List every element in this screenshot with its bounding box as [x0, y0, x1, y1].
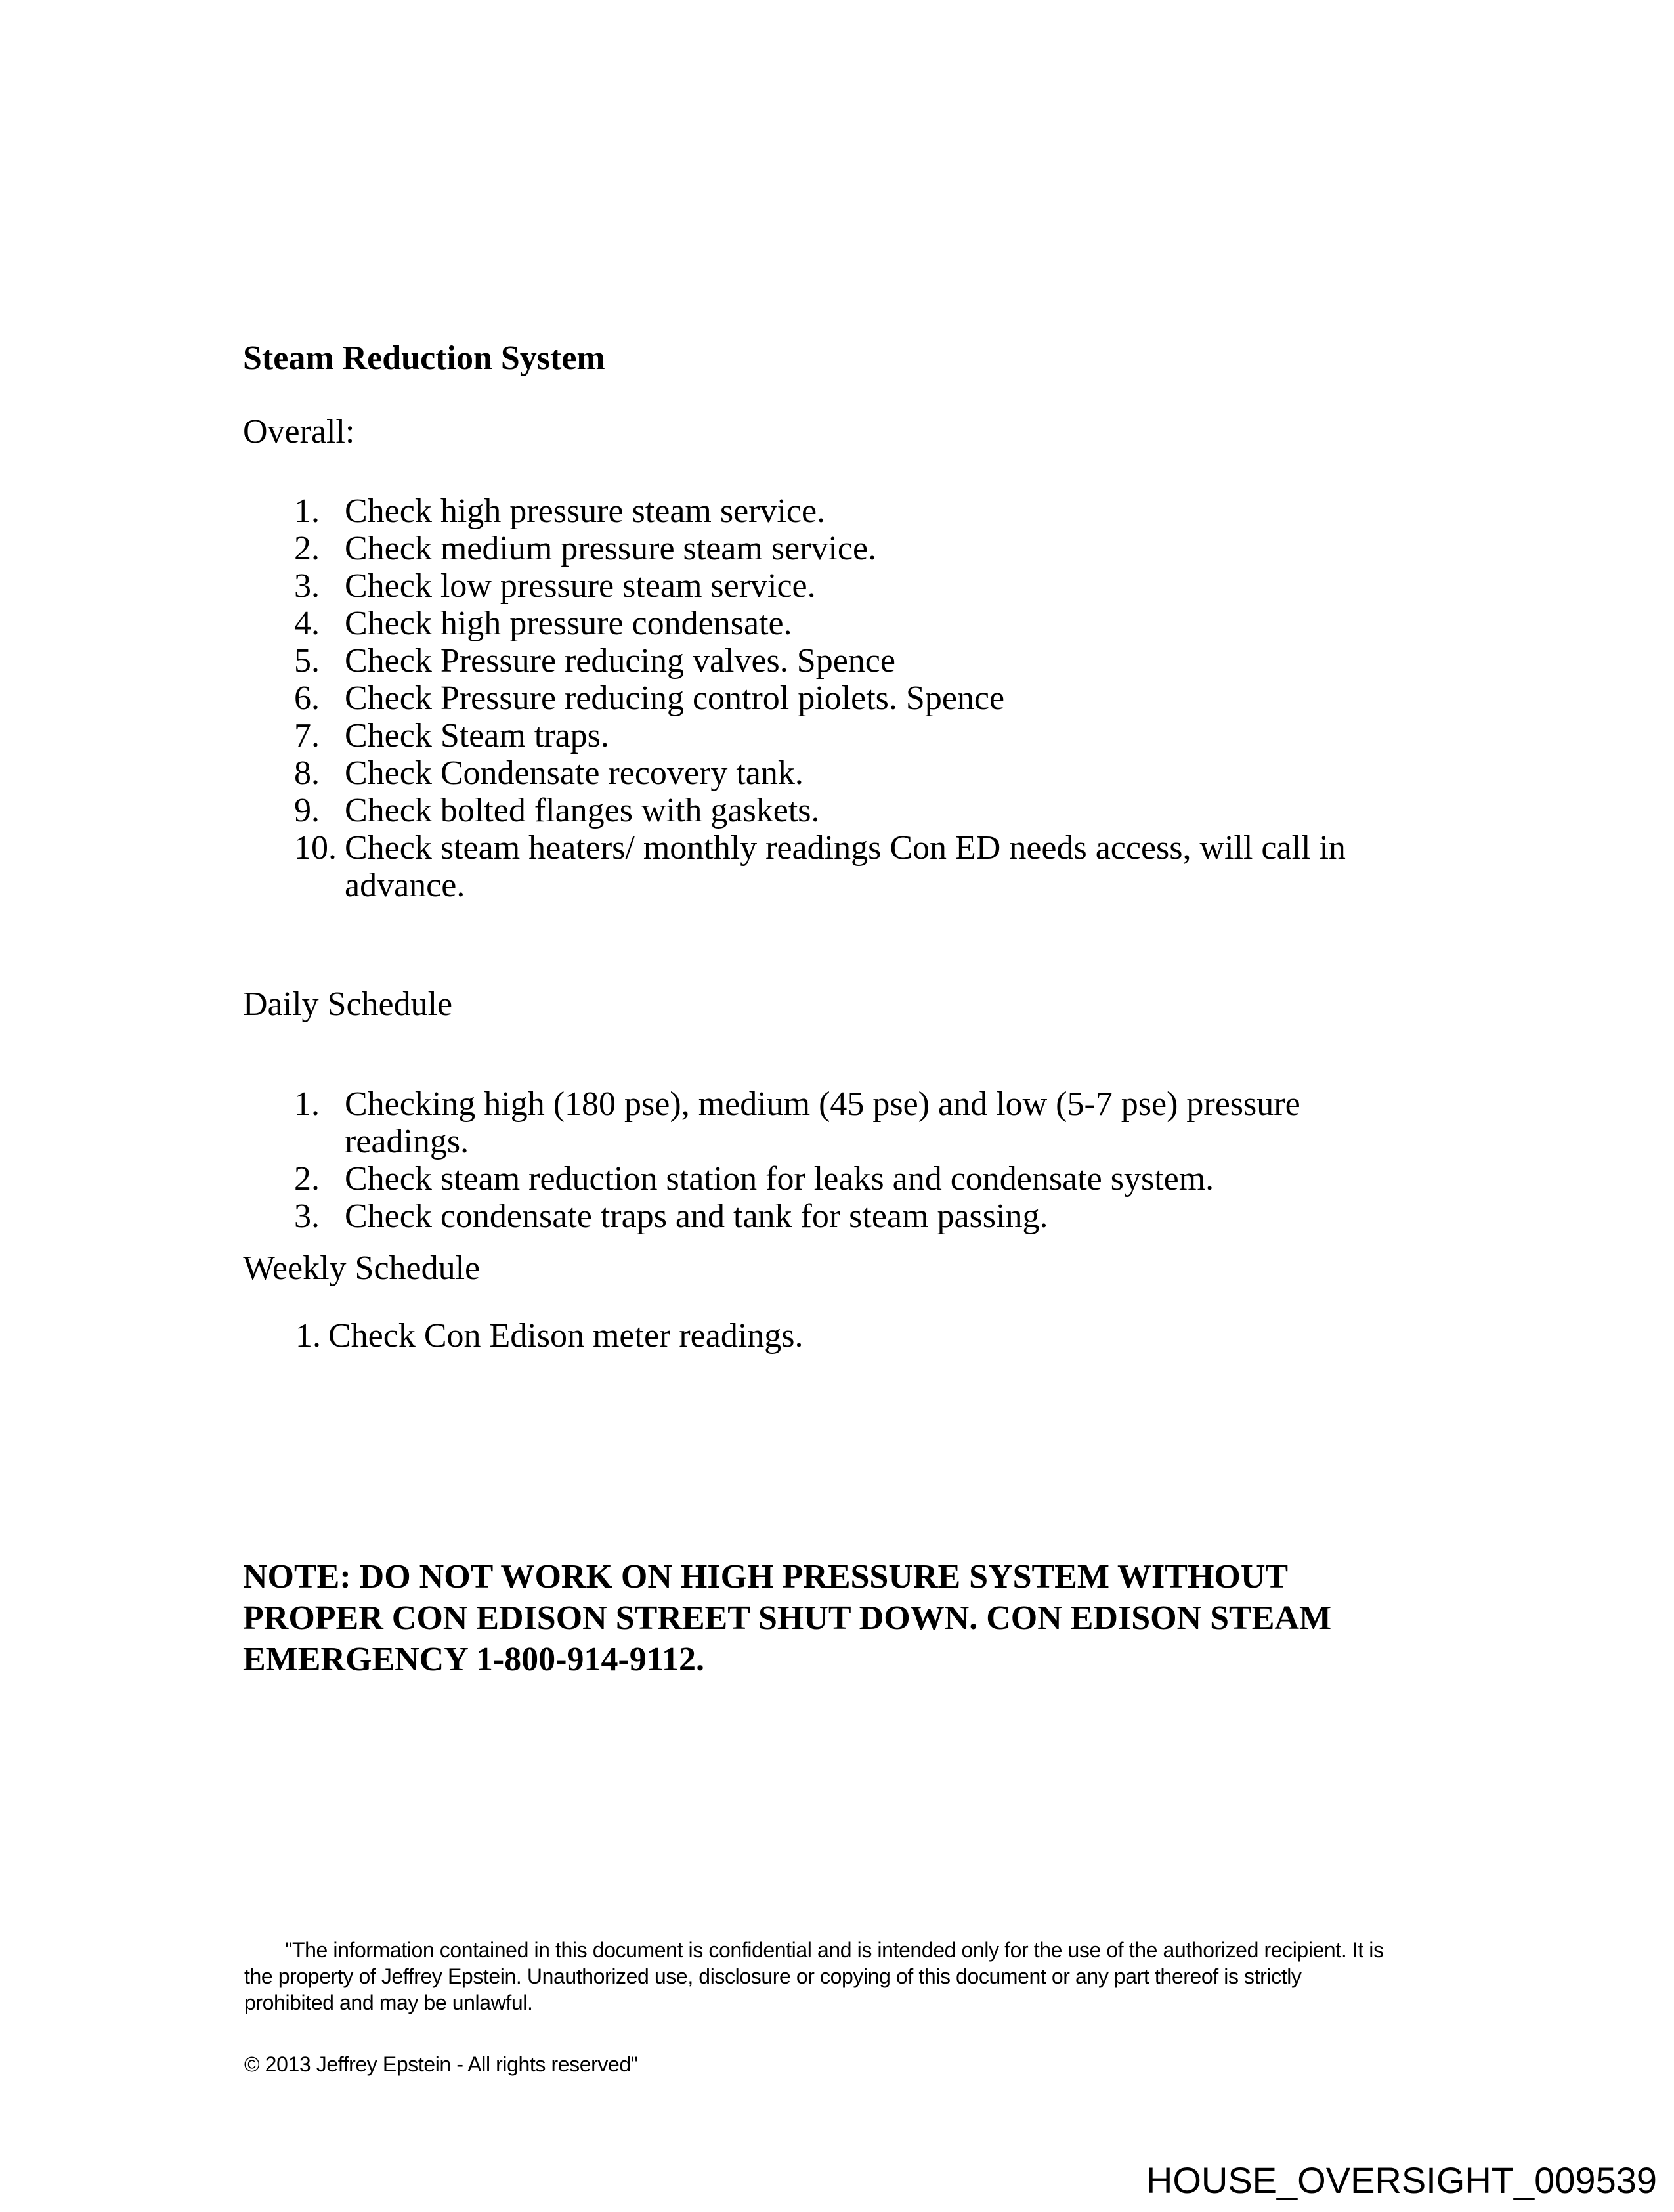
daily-schedule-list	[243, 1085, 1398, 1235]
daily-schedule-label: Daily Schedule	[243, 986, 453, 1023]
list-item: Check Pressure reducing valves. Spence	[345, 642, 895, 680]
confidentiality-notice: "The information contained in this document is confidential and is intended only for the use of the authorized recipient. It is the property of Jeffrey Epstein. Unauthorized use, disclosure or copying of this document or any part thereof is strictly prohibited and may be unlawful.	[244, 1938, 1384, 2014]
list-item: Check Steam traps.	[345, 717, 609, 754]
warning-note: NOTE: DO NOT WORK ON HIGH PRESSURE SYSTEM WITHOUT PROPER CON EDISON STREET SHUT DOWN. CON EDISON STEAM EMERGENCY 1-800-914-9112.	[243, 1558, 1332, 1678]
list-item: Check medium pressure steam service.	[345, 530, 877, 567]
overall-checklist	[243, 492, 1398, 904]
list-item: Check low pressure steam service.	[345, 567, 816, 605]
list-item: Check Pressure reducing control piolets. Spence	[345, 680, 1005, 717]
copyright-line: © 2013 Jeffrey Epstein - All rights reserved"	[244, 2052, 638, 2076]
weekly-schedule-label: Weekly Schedule	[243, 1249, 481, 1287]
weekly-schedule-list	[243, 1317, 1398, 1355]
list-item: Checking high (180 pse), medium (45 pse) and low (5-7 pse) pressure readings.	[345, 1085, 1300, 1160]
list-item: Check high pressure steam service.	[345, 492, 826, 530]
list-item: Check steam reduction station for leaks and condensate system.	[345, 1160, 1214, 1198]
overall-section-label: Overall:	[243, 413, 355, 450]
list-item: Check bolted flanges with gaskets.	[345, 792, 820, 829]
list-item: Check Condensate recovery tank.	[345, 754, 804, 792]
list-item: Check steam heaters/ monthly readings Con ED needs access, will call in advance.	[345, 829, 1346, 904]
list-item: Check Con Edison meter readings.	[328, 1317, 804, 1355]
list-item: Check high pressure condensate.	[345, 605, 792, 642]
bates-number: HOUSE_OVERSIGHT_009539	[1146, 2159, 1657, 2201]
document-title: Steam Reduction System	[243, 339, 605, 377]
list-item: Check condensate traps and tank for steam passing.	[345, 1198, 1048, 1235]
